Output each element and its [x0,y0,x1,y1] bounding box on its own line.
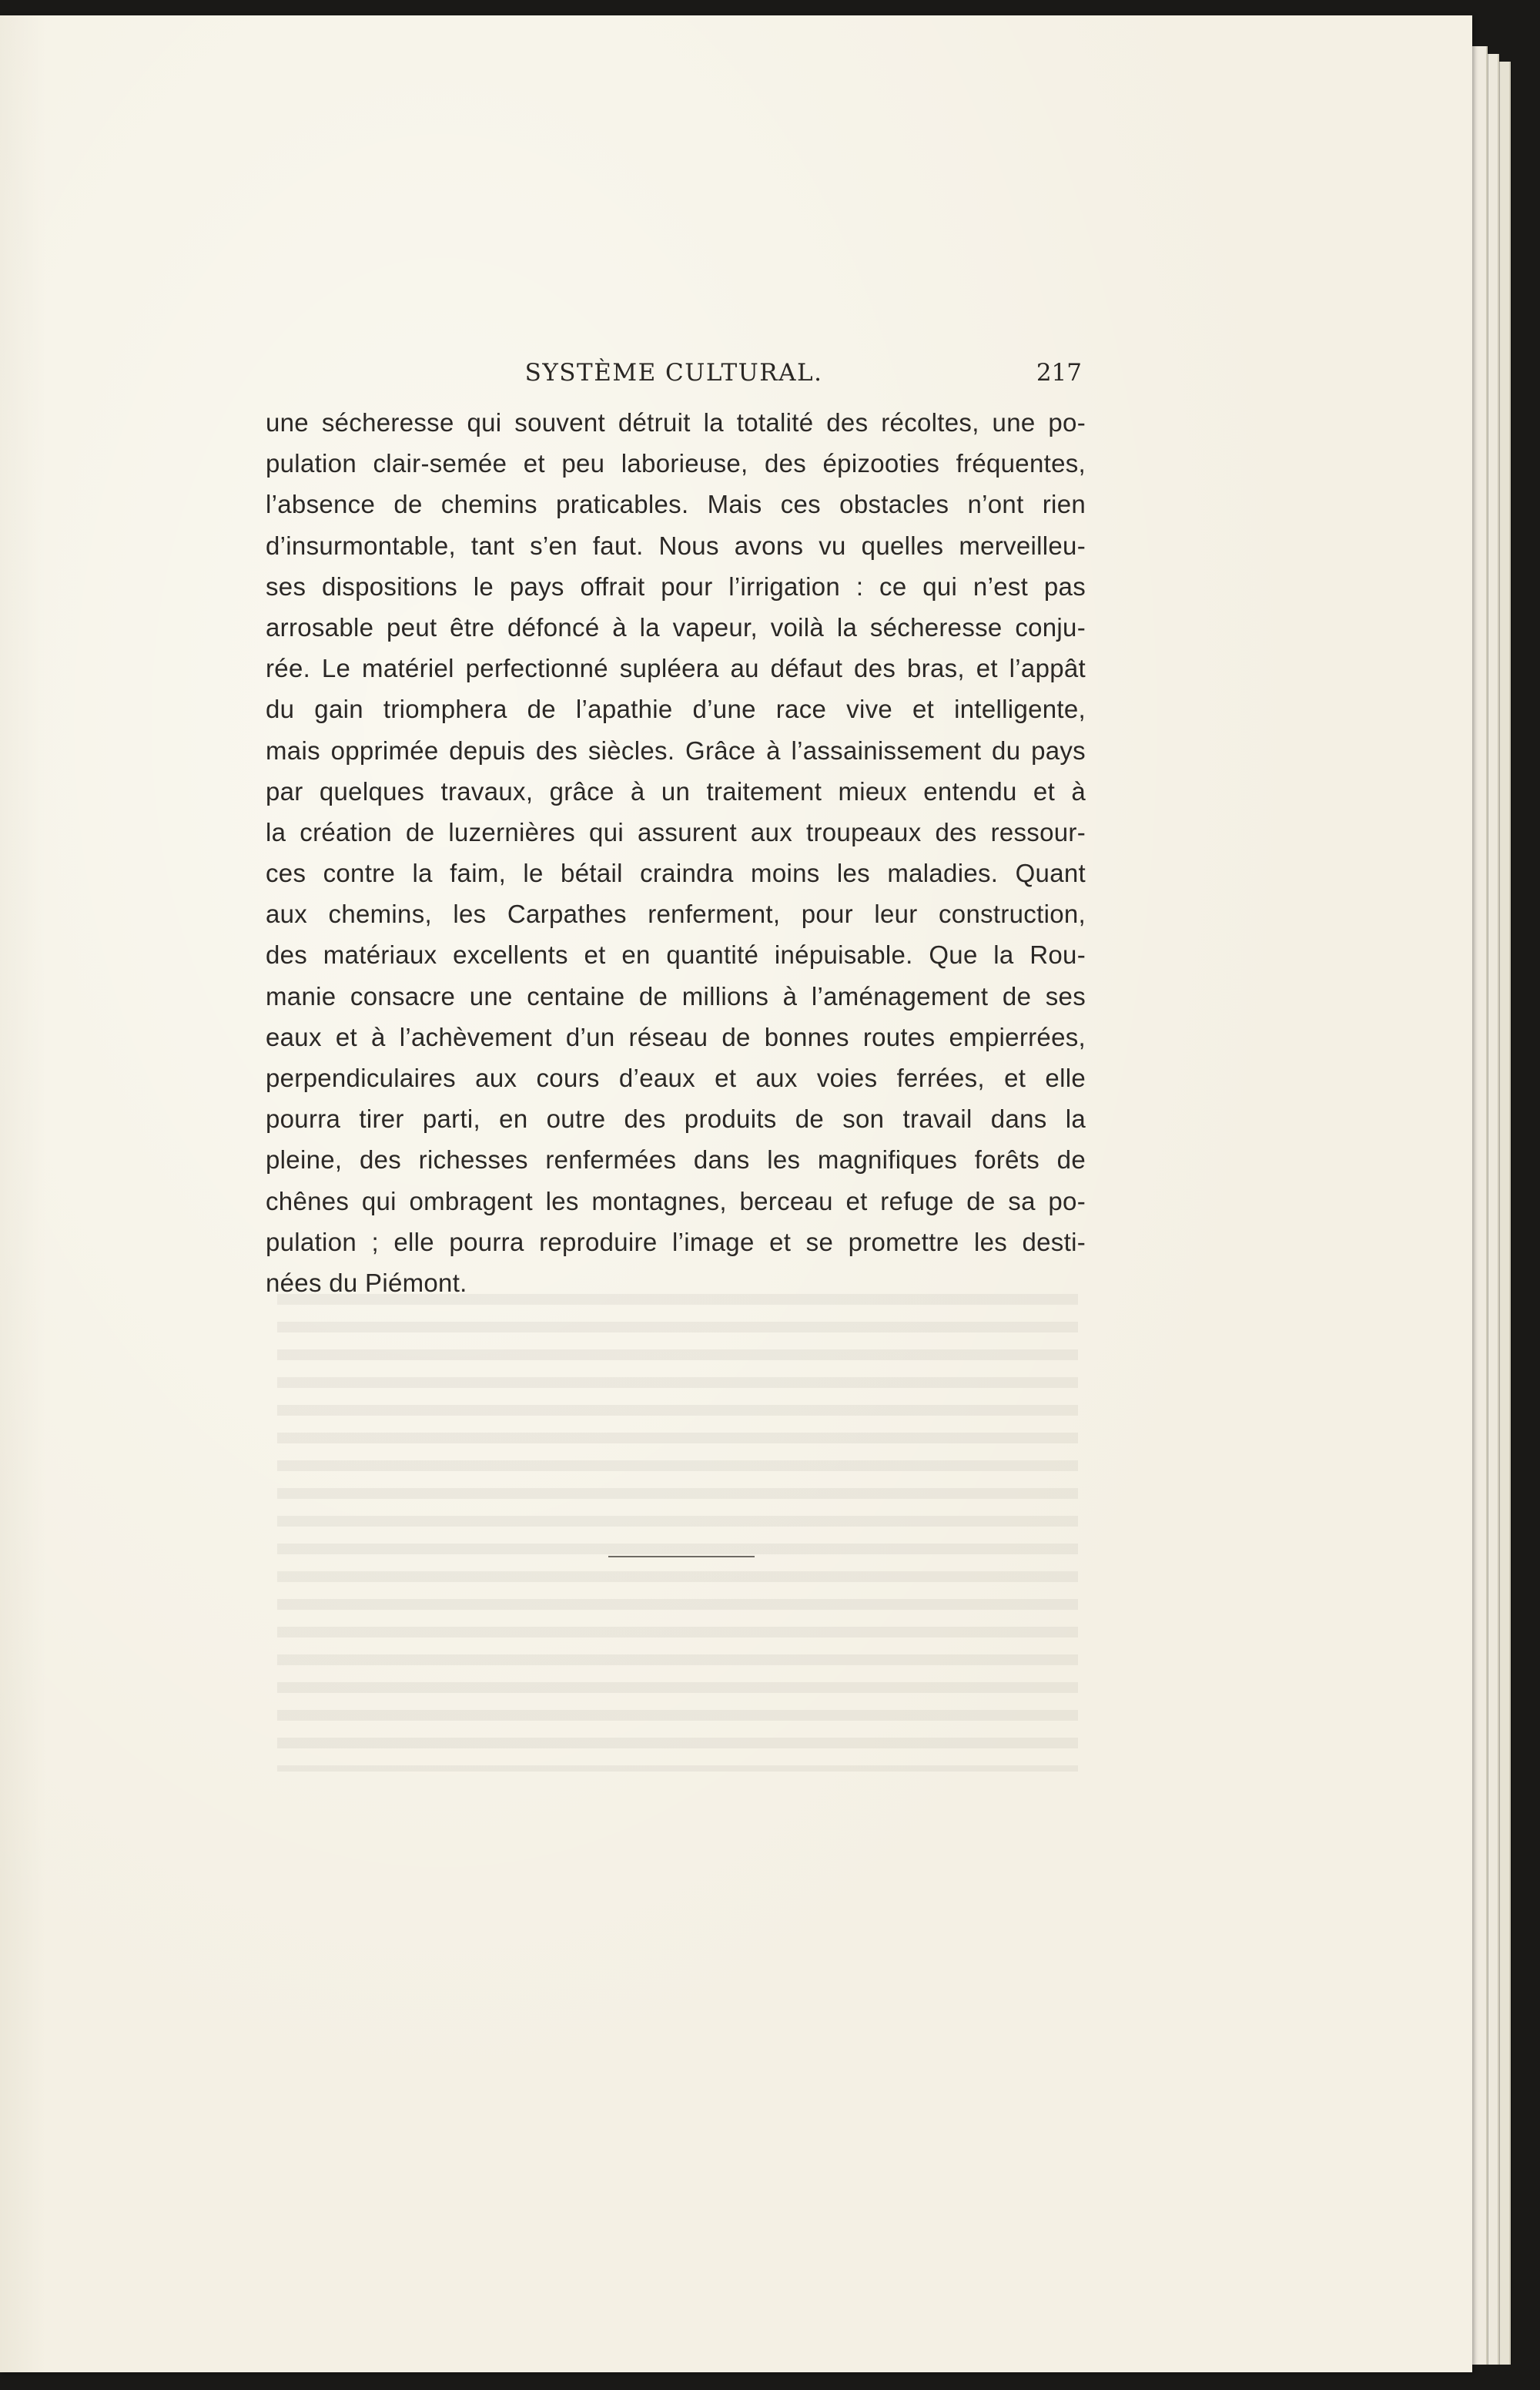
text-line: une sécheresse qui souvent détruit la totalité des récoltes, une po- [266,408,1086,437]
text-line: l’absence de chemins praticables. Mais ces obstacles n’ont rien [266,490,1086,519]
text-line: perpendiculaires aux cours d’eaux et aux voies ferrées, et elle [266,1064,1086,1092]
section-divider-rule [608,1556,755,1557]
bleed-through-texture [277,1294,1078,1772]
text-line: des matériaux excellents et en quantité inépuisable. Que la Rou- [266,940,1086,970]
running-title: SYSTÈME CULTURAL. [524,359,823,387]
text-line: ses dispositions le pays offrait pour l’irrigation : ce qui n’est pas [266,572,1086,601]
text-line: la création de luzernières qui assurent aux troupeaux des ressour- [266,817,1086,846]
text-line: arrosable peut être défoncé à la vapeur, voilà la sécheresse conju- [266,612,1086,642]
text-line: eaux et à l’achèvement d’un réseau de bonnes routes empierrées, [266,1022,1086,1051]
text-line: pulation ; elle pourra reproduire l’image et se promettre les desti- [266,1227,1086,1256]
text-line: par quelques travaux, grâce à un traitement mieux entendu et à [266,776,1086,806]
text-line: chênes qui ombragent les montagnes, berceau et refuge de sa po- [266,1186,1086,1215]
text-line: pourra tirer parti, en outre des produits de son travail dans la [266,1104,1086,1134]
text-line: aux chemins, les Carpathes renferment, pour leur construction, [266,900,1086,929]
running-head [266,359,1082,393]
page-number: 217 [1036,359,1082,387]
text-line: rée. Le matériel perfectionné supléera au défaut des bras, et l’appât [266,654,1086,683]
text-line: ces contre la faim, le bétail craindra moins les maladies. Quant [266,859,1086,888]
text-line: nées du Piémont. [266,1268,467,1297]
text-line: mais opprimée depuis des siècles. Grâce à l’assainissement du pays [266,736,1086,765]
text-line: pleine, des richesses renfermées dans les magnifiques forêts de [266,1145,1086,1175]
text-line: manie consacre une centaine de millions à l’aménagement de ses [266,981,1086,1011]
book-page [0,15,1472,2372]
body-text [266,402,1086,1303]
text-line: d’insurmontable, tant s’en faut. Nous avons vu quelles merveilleu- [266,531,1086,560]
text-line: pulation clair-semée et peu laborieuse, des épizooties fréquentes, [266,449,1086,478]
text-line: du gain triomphera de l’apathie d’une race vive et intelligente, [266,695,1086,724]
